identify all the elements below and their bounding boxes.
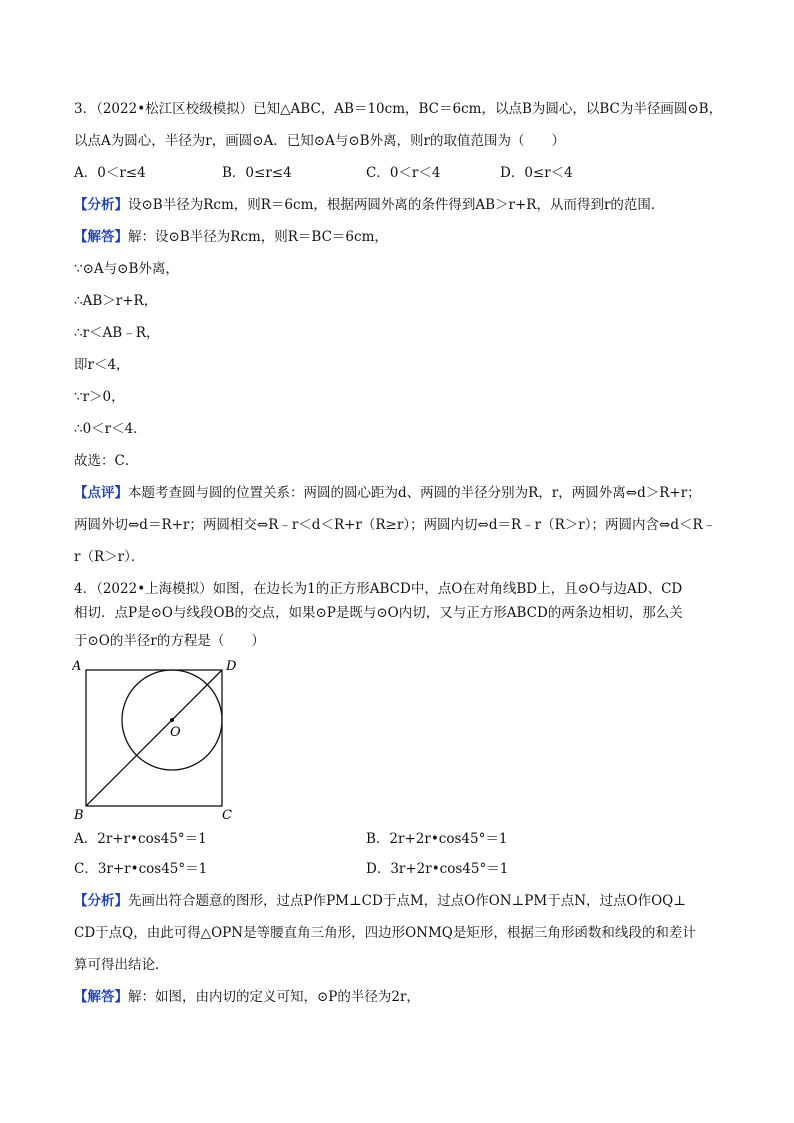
q3-option-a: A．0＜r≤4 <box>74 165 146 181</box>
q3-comment-line1: 本题考查圆与圆的位置关系：两圆的圆心距为d、两圆的半径分别为R，r，两圆外离⇔d＞R+r； <box>128 485 701 501</box>
q3-comment <box>74 484 701 502</box>
q3-stem-line1: 3．（2022•松江区校级模拟）已知△ABC，AB＝10cm，BC＝6cm，以点B为圆心，以BC为半径画圆⊙B， <box>74 101 723 117</box>
q4-option-b: B．2r+2r•cos45°＝1 <box>366 831 508 847</box>
q3-option-c: C．0＜r＜4 <box>366 165 441 181</box>
q4-analysis-line1: 先画出符合题意的图形，过点P作PM⊥CD于点M，过点O作ON⊥PM于点N，过点O作OQ⊥ <box>128 893 686 909</box>
q3-step-6: ∴0＜r＜4． <box>74 421 147 437</box>
label-a: A <box>72 659 82 674</box>
q4-option-a: A．2r+r•cos45°＝1 <box>74 831 207 847</box>
q3-answer-text: 解：设⊙B半径为Rcm，则R＝BC＝6cm， <box>128 229 388 245</box>
diagonal-bd <box>86 670 222 806</box>
label-o: O <box>170 725 181 740</box>
q3-answer <box>74 228 388 246</box>
q4-stem-line3: 于⊙O的半径r的方程是（ ） <box>74 633 265 649</box>
q4-stem-line2: 相切．点P是⊙O与线段OB的交点，如果⊙P是既与⊙O内切，又与正方形ABCD的两条边相切，那么关 <box>74 605 683 621</box>
q4-answer-text: 解：如图，由内切的定义可知，⊙P的半径为2r， <box>128 989 420 1005</box>
analysis-tag: 【分析】 <box>74 893 128 909</box>
q3-stem-line2: 以点A为圆心，半径为r，画圆⊙A．已知⊙A与⊙B外离，则r的取值范围为（ ） <box>74 133 566 149</box>
q3-step-2: ∴AB＞r+R， <box>74 293 158 309</box>
analysis-tag: 【分析】 <box>74 197 128 213</box>
q3-analysis-text: 设⊙B半径为Rcm，则R＝6cm，根据两圆外离的条件得到AB＞r+R，从而得到r的范围． <box>128 197 665 213</box>
center-point-o <box>170 718 174 722</box>
label-b: B <box>74 808 84 823</box>
q3-option-d: D．0≤r＜4 <box>500 165 573 181</box>
q3-step-1: ∵⊙A与⊙B外离， <box>74 261 179 277</box>
q3-step-5: ∵r＞0， <box>74 389 125 405</box>
q4-answer <box>74 988 420 1006</box>
q4-option-c: C．3r+r•cos45°＝1 <box>74 861 208 877</box>
label-d: D <box>226 659 237 674</box>
q3-step-7: 故选：C． <box>74 453 139 469</box>
square-circle-figure <box>72 656 242 826</box>
q4-option-d: D．3r+2r•cos45°＝1 <box>366 861 509 877</box>
q4-analysis-line2: CD于点Q，由此可得△OPN是等腰直角三角形，四边形ONMQ是矩形，根据三角形函数和线段的和差计 <box>74 925 696 941</box>
comment-tag: 【点评】 <box>74 485 128 501</box>
answer-tag: 【解答】 <box>74 229 128 245</box>
q4-stem-line1: 4．（2022•上海模拟）如图，在边长为1的正方形ABCD中，点O在对角线BD上，且⊙O与边AD、CD <box>74 581 683 597</box>
q3-step-4: 即r＜4， <box>74 357 130 373</box>
q3-comment-line2: 两圆外切⇔d＝R+r；两圆相交⇔R﹣r＜d＜R+r（R≥r）；两圆内切⇔d＝R﹣r（R＞r）；两圆内含⇔d＜R﹣ <box>74 517 717 533</box>
q3-analysis <box>74 196 664 214</box>
label-c: C <box>222 808 232 823</box>
q3-option-b: B．0≤r≤4 <box>222 165 292 181</box>
q4-analysis <box>74 892 686 910</box>
answer-tag: 【解答】 <box>74 989 128 1005</box>
q3-step-3: ∴r＜AB﹣R， <box>74 325 160 341</box>
q3-comment-line3: r（R＞r）． <box>74 549 145 565</box>
q4-analysis-line3: 算可得出结论． <box>74 957 169 973</box>
